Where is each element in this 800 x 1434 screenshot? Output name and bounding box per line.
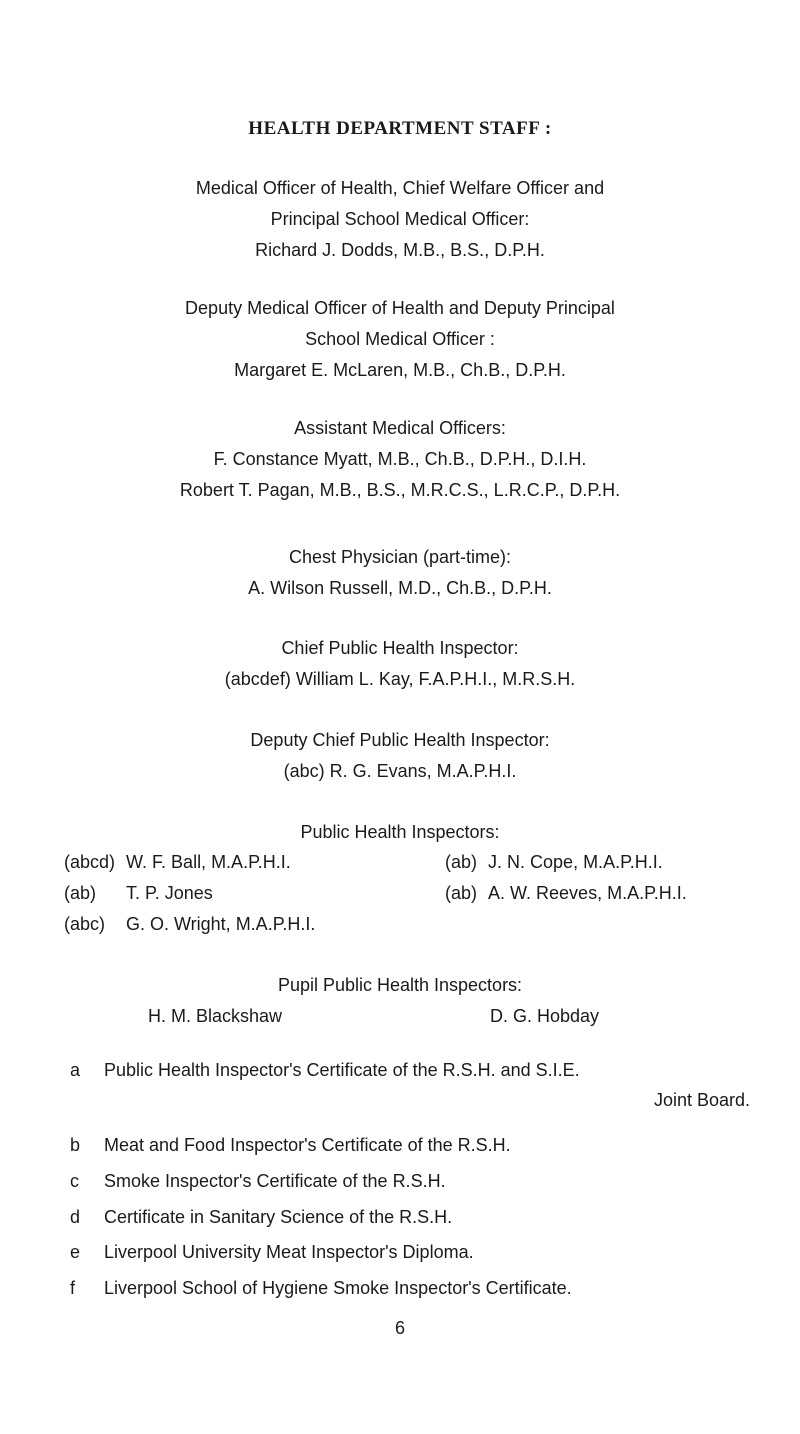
deputy-mo-name: Margaret E. McLaren, M.B., Ch.B., D.P.H. (234, 360, 566, 380)
phi-qualification: (abcd) (64, 852, 116, 872)
phi-qualification: (abc) (64, 914, 106, 934)
key-text-continuation: Joint Board. (653, 1090, 750, 1110)
page-title: HEALTH DEPARTMENT STAFF : (248, 118, 552, 139)
mo-name: Richard J. Dodds, M.B., B.S., D.P.H. (255, 240, 545, 260)
chief-phi-name: (abcdef) William L. Kay, F.A.P.H.I., M.R.S.H. (224, 669, 576, 689)
phi-entry (64, 909, 315, 940)
phi-entry (445, 847, 663, 878)
key-text: Smoke Inspector's Certificate of the R.S.H. (104, 1171, 446, 1191)
assistant-mo-section (0, 413, 800, 506)
chief-phi-section (0, 633, 800, 695)
mo-role-line-1: Medical Officer of Health, Chief Welfare Officer and (195, 178, 605, 198)
key-text: Public Health Inspector's Certificate of the R.S.H. and S.I.E. (104, 1060, 580, 1080)
page-number: 6 (394, 1318, 405, 1338)
pupil-phi-name: H. M. Blackshaw (148, 1006, 283, 1026)
key-text: Certificate in Sanitary Science of the R.S.H. (104, 1207, 453, 1227)
deputy-mo-role-line-1: Deputy Medical Officer of Health and Deputy Principal (185, 298, 615, 318)
phi-entry (445, 878, 687, 909)
chest-physician-heading: Chest Physician (part-time): (288, 547, 512, 567)
phi-qualification: (ab) (445, 852, 478, 872)
key-letter: c (70, 1171, 79, 1191)
assistant-mo-name: F. Constance Myatt, M.B., Ch.B., D.P.H., D.I.H. (213, 449, 587, 469)
chest-physician-section (0, 542, 800, 604)
mo-role-line-2: Principal School Medical Officer: (270, 209, 530, 229)
deputy-phi-section (0, 725, 800, 787)
mo-section (0, 173, 800, 266)
phi-name: T. P. Jones (126, 883, 213, 903)
phi-entry (64, 847, 291, 878)
phi-name: W. F. Ball, M.A.P.H.I. (126, 852, 291, 872)
phi-name: A. W. Reeves, M.A.P.H.I. (488, 883, 687, 903)
key-letter: f (70, 1278, 76, 1298)
pupil-phi-section (0, 970, 800, 1001)
deputy-mo-section (0, 293, 800, 386)
pupil-phi-heading: Pupil Public Health Inspectors: (277, 975, 523, 995)
deputy-phi-name: (abc) R. G. Evans, M.A.P.H.I. (283, 761, 517, 781)
deputy-phi-heading: Deputy Chief Public Health Inspector: (250, 730, 550, 750)
key-letter: e (70, 1242, 81, 1262)
phi-entry (64, 878, 213, 909)
key-letter: d (70, 1207, 81, 1227)
assistant-mo-heading: Assistant Medical Officers: (294, 418, 506, 438)
chest-physician-name: A. Wilson Russell, M.D., Ch.B., D.P.H. (248, 578, 552, 598)
key-letter: a (70, 1060, 81, 1080)
assistant-mo-name: Robert T. Pagan, M.B., B.S., M.R.C.S., L.R.C.P., D.P.H. (179, 480, 621, 500)
key-text: Meat and Food Inspector's Certificate of the R.S.H. (104, 1135, 511, 1155)
phi-name: J. N. Cope, M.A.P.H.I. (488, 852, 663, 872)
deputy-mo-role-line-2: School Medical Officer : (305, 329, 495, 349)
key-letter: b (70, 1135, 81, 1155)
pupil-phi-name: D. G. Hobday (490, 1006, 600, 1026)
phi-heading: Public Health Inspectors: (300, 822, 500, 842)
phi-qualification: (ab) (445, 883, 478, 903)
key-text: Liverpool School of Hygiene Smoke Inspector's Certificate. (104, 1278, 572, 1298)
phi-name: G. O. Wright, M.A.P.H.I. (126, 914, 316, 934)
key-text: Liverpool University Meat Inspector's Diploma. (104, 1242, 474, 1262)
phi-qualification: (ab) (64, 883, 97, 903)
chief-phi-heading: Chief Public Health Inspector: (281, 638, 519, 658)
phi-section (0, 817, 800, 848)
